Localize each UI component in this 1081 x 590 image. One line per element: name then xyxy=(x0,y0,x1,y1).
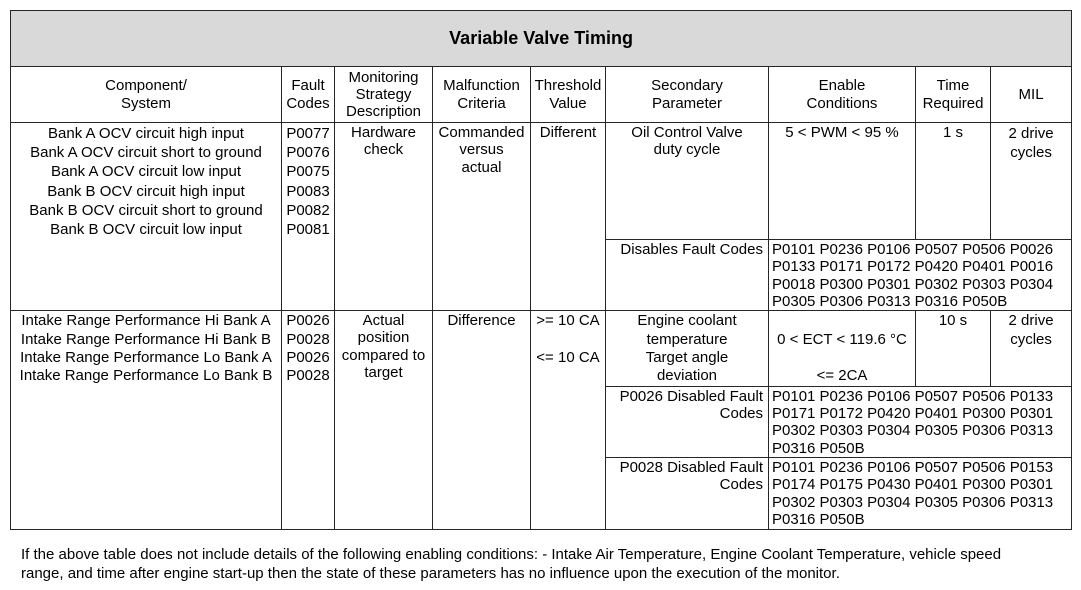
header-line: System xyxy=(120,94,171,112)
footnote-line: If the above table does not include details of the following enabling conditions: - Intake Air Temperature, Engine Coolant Temperature, vehicle speed xyxy=(21,546,1002,563)
secondary-parameter: Engine coolant xyxy=(637,312,737,330)
fault-code: P0028 xyxy=(286,330,330,348)
secondary-parameter: temperature xyxy=(646,330,728,348)
component-name: Bank A OCV circuit low input xyxy=(50,163,242,181)
component-name: Bank A OCV circuit short to ground xyxy=(30,144,262,162)
component-name: Bank B OCV circuit short to ground xyxy=(29,201,263,219)
fault-code: P0077 xyxy=(286,125,330,142)
footnote-line: range, and time after engine start-up then the state of these parameters has no influence upon the execution of the monitor. xyxy=(21,565,840,582)
header-line: Parameter xyxy=(651,94,723,112)
disabled-codes-list xyxy=(769,386,1072,457)
fault-code: P0083 xyxy=(286,182,330,200)
component-name: Intake Range Performance Hi Bank A xyxy=(21,312,271,330)
component-cell xyxy=(11,311,282,530)
secondary-parameter-cell xyxy=(606,123,769,240)
mil-text: 2 drive xyxy=(1008,125,1054,142)
header-line: Strategy xyxy=(355,85,412,103)
header-line: Threshold xyxy=(534,77,602,95)
disabled-code-line: P0316 P050B xyxy=(772,439,865,457)
disabled-codes-label xyxy=(606,240,769,311)
header-component xyxy=(11,67,282,123)
enable-condition: 5 < PWM < 95 % xyxy=(785,124,899,141)
time-required: 10 s xyxy=(938,312,968,330)
malfunction-text: actual xyxy=(461,158,502,176)
fault-code: P0076 xyxy=(286,144,330,162)
header-secondary-parameter xyxy=(606,67,769,123)
header-line: Component/ xyxy=(105,77,187,95)
monitoring-cell xyxy=(335,123,433,311)
enable-conditions-cell xyxy=(769,123,916,240)
header-line: Required xyxy=(922,94,984,112)
malfunction-cell xyxy=(433,123,531,311)
fault-code: P0075 xyxy=(286,163,330,181)
disabled-codes-label-line: Disables Fault Codes xyxy=(620,241,763,258)
mil-text: cycles xyxy=(1010,144,1052,162)
disabled-codes-label-line: Codes xyxy=(719,476,763,494)
threshold-value: >= 10 CA xyxy=(536,312,600,330)
mil-cell xyxy=(991,311,1072,387)
disabled-code-line: P0302 P0303 P0304 P0305 P0306 P0313 xyxy=(772,422,1054,440)
disabled-codes-label-line: P0028 Disabled Fault xyxy=(619,459,763,476)
header-line: MIL xyxy=(1018,85,1044,103)
table-row xyxy=(11,123,1072,240)
monitoring-text: position xyxy=(357,329,410,347)
fault-code: P0026 xyxy=(286,349,330,366)
fault-codes-cell xyxy=(282,311,335,530)
mil-text: cycles xyxy=(1010,330,1052,348)
disabled-code-line: P0302 P0303 P0304 P0305 P0306 P0313 xyxy=(772,493,1054,511)
secondary-parameter: Target angle xyxy=(645,349,729,366)
mil-cell xyxy=(991,123,1072,240)
header-line: Secondary xyxy=(651,77,723,95)
table-title: Variable Valve Timing xyxy=(11,11,1072,67)
fault-codes-cell xyxy=(282,123,335,311)
malfunction-text: Difference xyxy=(447,312,516,330)
header-row xyxy=(11,67,1072,123)
secondary-parameter-cell xyxy=(606,311,769,387)
header-fault-codes xyxy=(282,67,335,123)
threshold-cell xyxy=(531,311,606,530)
header-malfunction-criteria xyxy=(433,67,531,123)
disabled-code-line: P0101 P0236 P0106 P0507 P0506 P0026 xyxy=(772,241,1054,258)
secondary-parameter: Oil Control Valve xyxy=(631,124,743,141)
header-threshold-value xyxy=(531,67,606,123)
header-line: Conditions xyxy=(806,94,878,112)
header-monitoring-strategy xyxy=(335,67,433,123)
disabled-codes-list xyxy=(769,458,1072,530)
header-time-required xyxy=(916,67,991,123)
component-name: Bank B OCV circuit high input xyxy=(47,182,245,200)
disabled-code-line: P0101 P0236 P0106 P0507 P0506 P0133 xyxy=(772,387,1054,405)
header-line: Fault xyxy=(291,77,325,95)
header-line: Enable xyxy=(818,77,866,95)
footnote xyxy=(21,545,1001,583)
malfunction-text: Commanded xyxy=(438,124,525,141)
component-cell xyxy=(11,123,282,311)
mil-text: 2 drive xyxy=(1008,312,1054,330)
disabled-code-line: P0174 P0175 P0430 P0401 P0300 P0301 xyxy=(772,476,1054,494)
enable-conditions-cell xyxy=(769,311,916,387)
monitoring-text: compared to xyxy=(341,346,426,364)
fault-code: P0081 xyxy=(286,221,330,239)
header-enable-conditions xyxy=(769,67,916,123)
disabled-codes-label-line: Codes xyxy=(719,405,763,423)
threshold-cell xyxy=(531,123,606,311)
header-line: Description xyxy=(345,103,422,121)
monitoring-text: check xyxy=(363,141,404,159)
disabled-codes-list xyxy=(769,240,1072,311)
secondary-parameter: deviation xyxy=(656,367,718,385)
disabled-codes-label xyxy=(606,458,769,530)
disabled-code-line: P0133 P0171 P0172 P0420 P0401 P0016 xyxy=(772,258,1054,276)
threshold-value: Different xyxy=(539,124,597,141)
header-line: Time xyxy=(936,77,970,95)
header-line: Codes xyxy=(286,94,330,112)
disabled-codes-label xyxy=(606,386,769,457)
disabled-codes-label-line: P0026 Disabled Fault xyxy=(619,387,763,405)
time-required: 1 s xyxy=(942,124,963,141)
monitoring-text: Hardware xyxy=(350,124,417,141)
time-required-cell xyxy=(916,311,991,387)
threshold-value: <= 10 CA xyxy=(536,348,600,366)
variable-valve-timing-table xyxy=(10,10,1072,530)
component-name: Bank A OCV circuit high input xyxy=(48,125,244,142)
monitoring-text: Actual xyxy=(362,312,405,330)
secondary-parameter: duty cycle xyxy=(653,141,721,159)
disabled-code-line: P0305 P0306 P0313 P0316 P050B xyxy=(772,292,1008,310)
component-name: Intake Range Performance Hi Bank B xyxy=(20,330,272,348)
header-line: Monitoring xyxy=(348,68,419,86)
monitoring-text: target xyxy=(364,364,403,382)
enable-condition: 0 < ECT < 119.6 °C xyxy=(777,330,907,348)
enable-condition: <= 2CA xyxy=(816,367,868,385)
disabled-code-line: P0018 P0300 P0301 P0302 P0303 P0304 xyxy=(772,275,1054,293)
disabled-code-line: P0316 P050B xyxy=(772,510,865,528)
fault-code: P0082 xyxy=(286,201,330,219)
monitoring-cell xyxy=(335,311,433,530)
title-row xyxy=(11,11,1072,67)
header-line: Malfunction xyxy=(443,77,520,95)
component-name: Intake Range Performance Lo Bank B xyxy=(19,367,273,385)
component-name: Intake Range Performance Lo Bank A xyxy=(20,349,272,366)
fault-code: P0028 xyxy=(286,367,330,385)
component-name: Bank B OCV circuit low input xyxy=(50,221,242,239)
malfunction-cell xyxy=(433,311,531,530)
disabled-code-line: P0101 P0236 P0106 P0507 P0506 P0153 xyxy=(772,459,1054,476)
table-row xyxy=(11,311,1072,387)
time-required-cell xyxy=(916,123,991,240)
header-line: Value xyxy=(549,94,587,112)
malfunction-text: versus xyxy=(459,141,504,159)
header-mil xyxy=(991,67,1072,123)
fault-code: P0026 xyxy=(286,312,330,330)
header-line: Criteria xyxy=(457,94,506,112)
disabled-code-line: P0171 P0172 P0420 P0401 P0300 P0301 xyxy=(772,405,1054,423)
